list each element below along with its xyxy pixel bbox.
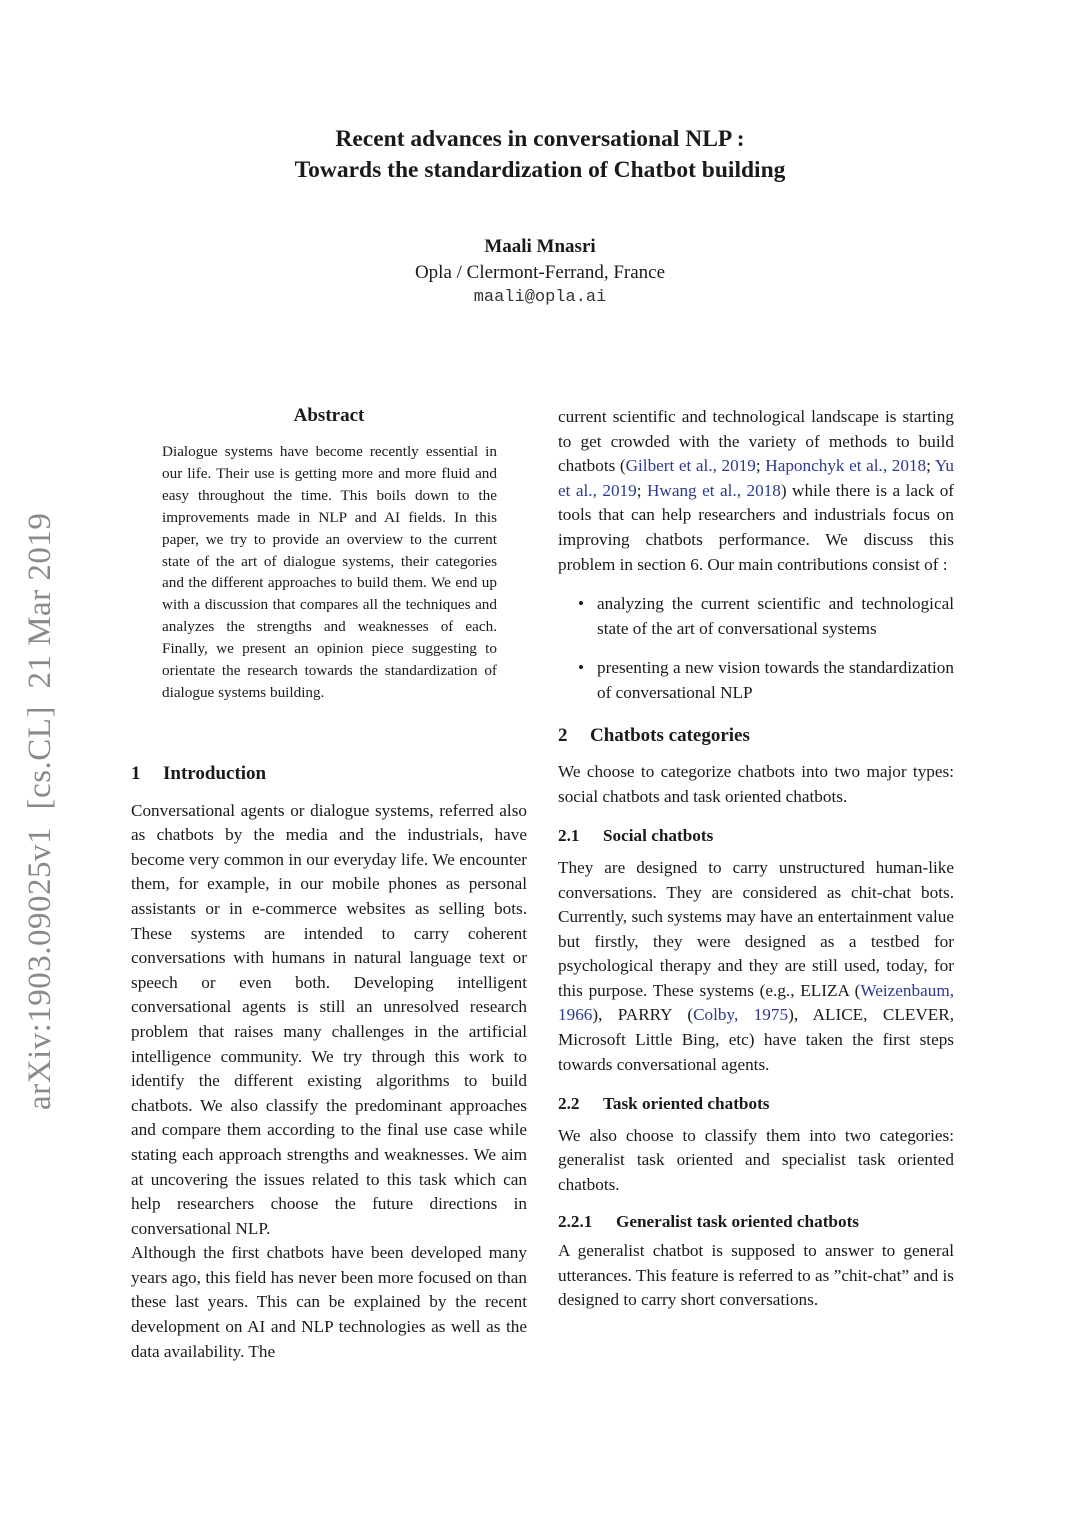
section-title: Chatbots categories — [590, 724, 750, 746]
intro-paragraph-2-continued: current scientific and technological landscape is starting to get crowded with the variety of methods to build chatbots (Gilbert et al., 2019; Haponchyk et al., 2018; Yu et al., 2019; Hwang et al., 2018) while there is a lack of tools that can help researchers and industrials focus on improving chatbots performance. We discuss this problem in section 6. Our main contributions consist of : — [558, 407, 955, 574]
subsection-heading-social-chatbots — [558, 824, 954, 849]
section-number: 2 — [558, 724, 568, 746]
subsection-number: 2.2 — [558, 1094, 580, 1114]
intro-paragraph-1: Conversational agents or dialogue systems, referred also as chatbots by the media and the industrials, have become very common in our everyday life. We encounter them, for example, in our mobile phones as personal assistants or in e-commerce websites as selling bots. These systems are intended to carry coherent conversations with humans in natural language text or speech or even both. Developing intelligent conversational agents is still an unresolved research problem that raises many challenges in the artificial intelligence community. We try through this work to identify the different existing algorithms to build chatbots. We also classify the predominant approaches and compare them according to the final use case while stating each approach strengths and weaknesses. We aim at uncovering the issues related to this task which can help researchers choose the future directions in conversational NLP. — [131, 800, 527, 1238]
arxiv-identifier-stamp: arXiv:1903.09025v1 [cs.CL] 21 Mar 2019 — [22, 512, 58, 1110]
left-column — [131, 762, 527, 1364]
abstract-text: Dialogue systems have become recently essential in our life. Their use is getting more and more fluid and easy throughout the time. This boils down to the improvements made in NLP and AI fields. In this paper, we try to provide an overview to the current state of the art of dialogue systems, their categories and the different approaches to build them. We end up with a discussion that compares all the techniques and analyzes the strengths and weaknesses of each. Finally, we present an opinion piece suggesting to orientate the research towards the standardization of dialogue systems building. — [162, 443, 497, 701]
citation-link[interactable]: Hwang et al., 2018 — [647, 480, 781, 500]
citation-link[interactable]: Gilbert et al., 2019 — [625, 456, 756, 476]
task-oriented-paragraph: We also choose to classify them into two categories: generalist task oriented and specialist task oriented chatbots. — [558, 1125, 954, 1195]
subsubsection-heading-generalist — [558, 1210, 954, 1235]
subsubsection-number: 2.2.1 — [558, 1211, 593, 1231]
author-name: Maali Mnasri — [484, 236, 596, 257]
subsection-heading-task-oriented — [558, 1092, 954, 1117]
section-title: Introduction — [163, 763, 267, 784]
subsection-number: 2.1 — [558, 826, 580, 846]
bullet-icon: • — [578, 594, 585, 614]
intro-paragraph-2-end: ) while there is a lack of tools that can help researchers and industrials focus on improving chatbots performance. We discuss this problem in section 6. Our main contributions consist of : — [558, 480, 955, 574]
contributions-list — [558, 592, 954, 705]
social-chatbots-paragraph — [558, 856, 954, 1077]
list-item — [558, 656, 954, 705]
list-item-text: analyzing the current scientific and technological state of the art of conversational systems — [597, 594, 954, 638]
categories-paragraph: We choose to categorize chatbots into two major types: social chatbots and task oriented chatbots. — [558, 762, 954, 806]
subsection-title: Task oriented chatbots — [603, 1094, 770, 1114]
paper-title — [0, 124, 1080, 186]
intro-paragraph-2-text: Although the first chatbots have been developed many years ago, this field has never been more focused on than these last years. This can be explained by the recent development on AI and NLP technologies as well as the data availability. The — [131, 1243, 527, 1361]
section-number: 1 — [131, 763, 141, 784]
citation-link[interactable]: Haponchyk et al., 2018 — [765, 456, 927, 476]
paragraph-text: ), PARRY ( — [592, 1005, 694, 1025]
citation-link[interactable]: Yu et al., 2019 — [558, 456, 954, 500]
generalist-paragraph: A generalist chatbot is supposed to answer to general utterances. This feature is referred to as ”chit-chat” and is designed to carry short conversations. — [558, 1241, 954, 1310]
author-block — [0, 234, 1080, 311]
list-item-text: presenting a new vision towards the standardization of conversational NLP — [597, 658, 954, 702]
title-line-2: Towards the standardization of Chatbot building — [294, 157, 786, 183]
author-email[interactable]: maali@opla.ai — [473, 288, 607, 307]
abstract-heading: Abstract — [293, 405, 365, 426]
subsection-title: Social chatbots — [603, 826, 714, 846]
citation-link[interactable]: Colby, 1975 — [693, 1005, 789, 1025]
paragraph-text: ), ALICE, CLEVER, Microsoft Little Bing, etc) have taken the first steps towards conversational agents. — [558, 1005, 955, 1074]
paragraph-text: They are designed to carry unstructured human-like conversations. They are considered as chit-chat bots. Currently, such systems may have an entertainment value but firstly, they were designed as a testbed for psychological therapy and they are still used, today, for this purpose. These systems (e.g., ELIZA ( — [558, 857, 954, 1000]
bullet-icon: • — [578, 658, 585, 678]
right-column — [558, 405, 954, 1313]
continued-text: current scientific and technological landscape is starting to get crowded with the variety of methods to build chatbots ( — [558, 407, 954, 476]
list-item — [558, 592, 954, 641]
section-heading-introduction — [131, 762, 527, 787]
title-line-1: Recent advances in conversational NLP : — [335, 126, 745, 152]
section-heading-chatbots-categories — [558, 724, 954, 749]
author-affiliation: Opla / Clermont-Ferrand, France — [414, 261, 666, 283]
subsubsection-title: Generalist task oriented chatbots — [616, 1211, 859, 1231]
citation-link[interactable]: Weizenbaum, 1966 — [558, 980, 954, 1025]
intro-paragraph-2-start — [131, 1241, 527, 1364]
